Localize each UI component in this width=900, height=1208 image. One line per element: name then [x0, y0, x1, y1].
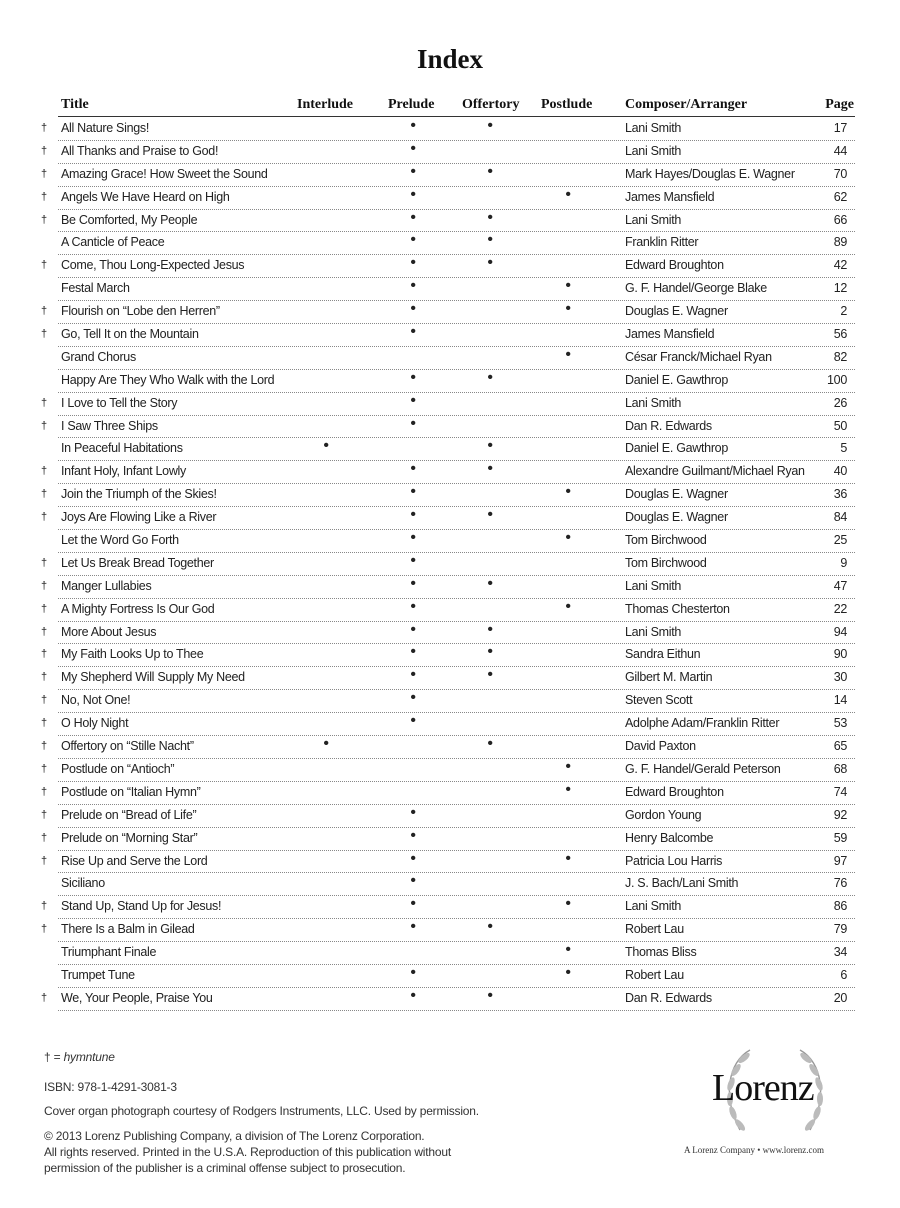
row-composer: James Mansfield	[625, 327, 715, 342]
row-composer: Edward Broughton	[625, 258, 724, 273]
table-row	[0, 370, 900, 393]
prelude-dot: •	[410, 117, 416, 134]
hymntune-dagger-icon: †	[41, 122, 47, 134]
page-title: Index	[416, 44, 484, 74]
index-table	[0, 118, 900, 1011]
isbn: ISBN: 978-1-4291-3081-3	[44, 1080, 177, 1094]
table-row	[0, 232, 900, 255]
prelude-dot: •	[410, 574, 416, 592]
row-composer: Lani Smith	[625, 121, 682, 135]
row-composer: Lani Smith	[625, 899, 682, 914]
hymntune-dagger-icon: †	[41, 671, 47, 684]
table-row	[0, 187, 900, 210]
offertory-dot: •	[487, 208, 493, 226]
prelude-dot: •	[410, 368, 416, 386]
interlude-dot: •	[323, 437, 329, 455]
row-page: 68	[833, 761, 847, 776]
table-row	[0, 461, 900, 484]
row-title: Join the Triumph of the Skies!	[61, 487, 217, 502]
photo-credit: Cover organ photograph courtesy of Rodgers Instruments, LLC. Used by permission.	[44, 1104, 479, 1118]
legend-symbol: † =	[44, 1050, 61, 1064]
row-composer: Daniel E. Gawthrop	[625, 372, 728, 387]
row-page: 9	[840, 555, 847, 570]
row-composer: Lani Smith	[625, 212, 682, 227]
table-row	[0, 438, 900, 461]
legend-note	[44, 1050, 115, 1064]
prelude-dot: •	[410, 231, 416, 249]
prelude-dot: •	[410, 872, 416, 890]
row-composer: Franklin Ritter	[625, 235, 699, 250]
row-composer: Dan R. Edwards	[625, 990, 712, 1005]
row-composer: J. S. Bach/Lani Smith	[625, 876, 739, 891]
row-composer: G. F. Handel/George Blake	[625, 281, 767, 296]
hymntune-dagger-icon: †	[41, 396, 47, 409]
copyright-line-3: permission of the publisher is a criminal offense subject to prosecution.	[44, 1161, 406, 1175]
row-title: Angels We Have Heard on High	[61, 189, 230, 204]
hymntune-dagger-icon: †	[41, 694, 47, 707]
row-title: We, Your People, Praise You	[61, 990, 213, 1005]
row-composer: Lani Smith	[625, 578, 682, 593]
postlude-dot: •	[565, 597, 571, 615]
row-composer: G. F. Handel/Gerald Peterson	[625, 761, 781, 776]
row-title: All Nature Sings!	[61, 121, 149, 135]
table-row	[0, 759, 900, 782]
table-row	[0, 919, 900, 942]
row-page: 76	[833, 876, 847, 891]
table-row	[0, 301, 900, 324]
row-composer: Alexandre Guilmant/Michael Ryan	[625, 464, 805, 479]
prelude-dot: •	[410, 551, 416, 569]
row-title: My Shepherd Will Supply My Need	[61, 670, 245, 685]
row-title: Let the Word Go Forth	[61, 533, 179, 548]
offertory-dot: •	[487, 620, 493, 638]
row-title: Postlude on “Italian Hymn”	[61, 784, 201, 799]
row-composer: Lani Smith	[625, 395, 682, 410]
row-page: 79	[833, 922, 847, 937]
row-title: Postlude on “Antioch”	[61, 761, 175, 776]
hymntune-dagger-icon: †	[41, 419, 47, 432]
row-title: Come, Thou Long-Expected Jesus	[61, 258, 245, 273]
offertory-dot: •	[487, 437, 493, 455]
header-composer: Composer/Arranger	[625, 97, 748, 112]
row-composer: Lani Smith	[625, 143, 682, 158]
prelude-dot: •	[410, 254, 416, 272]
row-title: In Peaceful Habitations	[61, 441, 183, 456]
row-page: 2	[840, 304, 847, 319]
hymntune-dagger-icon: †	[41, 465, 47, 478]
row-composer: Sandra Eithun	[625, 647, 701, 662]
row-page: 70	[833, 166, 847, 181]
row-title: Triumphant Finale	[61, 945, 157, 960]
row-title: Trumpet Tune	[61, 967, 135, 982]
row-composer: Robert Lau	[625, 967, 684, 982]
header-title: Title	[61, 97, 89, 112]
table-row	[0, 736, 900, 759]
table-row	[0, 599, 900, 622]
row-title: No, Not One!	[61, 693, 131, 708]
copyright	[44, 1128, 451, 1176]
table-row	[0, 828, 900, 851]
prelude-dot: •	[410, 162, 416, 180]
row-title: Joys Are Flowing Like a River	[61, 510, 217, 525]
hymntune-dagger-icon: †	[41, 488, 47, 501]
row-title: Festal March	[61, 281, 130, 296]
row-page: 62	[833, 189, 847, 204]
copyright-line-1: © 2013 Lorenz Publishing Company, a division of The Lorenz Corporation.	[44, 1129, 425, 1143]
row-composer: Gilbert M. Martin	[625, 670, 713, 685]
header-interlude: Interlude	[297, 97, 353, 112]
hymntune-dagger-icon: †	[41, 648, 47, 661]
hymntune-dagger-icon: †	[41, 511, 47, 524]
row-title: All Thanks and Praise to God!	[61, 143, 219, 158]
table-row	[0, 164, 900, 187]
row-page: 12	[833, 281, 847, 296]
postlude-dot: •	[565, 780, 571, 798]
hymntune-dagger-icon: †	[41, 625, 47, 638]
row-composer: César Franck/Michael Ryan	[625, 349, 772, 364]
prelude-dot: •	[410, 414, 416, 432]
row-page: 26	[833, 395, 847, 410]
prelude-dot: •	[410, 323, 416, 341]
row-page: 6	[840, 967, 847, 982]
row-page: 17	[833, 121, 847, 135]
prelude-dot: •	[410, 597, 416, 615]
row-title: Infant Holy, Infant Lowly	[61, 464, 186, 479]
header-page: Page	[825, 97, 854, 112]
hymntune-dagger-icon: †	[41, 900, 47, 913]
row-page: 86	[833, 899, 847, 914]
offertory-dot: •	[487, 643, 493, 661]
table-row	[0, 851, 900, 874]
row-page: 74	[833, 784, 847, 799]
offertory-dot: •	[487, 986, 493, 1004]
table-row	[0, 805, 900, 828]
postlude-dot: •	[565, 277, 571, 295]
prelude-dot: •	[410, 277, 416, 295]
row-title: Prelude on “Morning Star”	[61, 830, 198, 845]
row-composer: Douglas E. Wagner	[625, 304, 728, 319]
postlude-dot: •	[565, 895, 571, 913]
row-composer: Daniel E. Gawthrop	[625, 441, 728, 456]
hymntune-dagger-icon: †	[41, 740, 47, 753]
copyright-line-2: All rights reserved. Printed in the U.S.A. Reproduction of this publication without	[44, 1145, 451, 1159]
row-title: I Saw Three Ships	[61, 418, 158, 433]
row-composer: Patricia Lou Harris	[625, 853, 723, 868]
logo-tagline: A Lorenz Company • www.lorenz.com	[684, 1145, 825, 1155]
row-composer: Douglas E. Wagner	[625, 487, 728, 502]
postlude-dot: •	[565, 963, 571, 981]
prelude-dot: •	[410, 185, 416, 203]
row-title: Stand Up, Stand Up for Jesus!	[61, 899, 222, 914]
header-prelude: Prelude	[388, 97, 435, 112]
table-row	[0, 896, 900, 919]
postlude-dot: •	[565, 185, 571, 203]
row-page: 92	[833, 807, 847, 822]
row-page: 100	[827, 372, 847, 387]
table-row	[0, 644, 900, 667]
postlude-dot: •	[565, 345, 571, 363]
row-composer: Henry Balcombe	[625, 830, 714, 845]
table-row	[0, 782, 900, 805]
row-composer: Mark Hayes/Douglas E. Wagner	[625, 166, 795, 181]
legend-text: hymntune	[63, 1050, 115, 1064]
row-composer: Steven Scott	[625, 693, 693, 708]
table-row	[0, 873, 900, 896]
row-page: 34	[833, 945, 847, 960]
hymntune-dagger-icon: †	[41, 762, 47, 775]
row-composer: Thomas Chesterton	[625, 601, 730, 616]
table-row	[0, 416, 900, 439]
hymntune-dagger-icon: †	[41, 923, 47, 936]
row-page: 94	[833, 624, 847, 639]
hymntune-dagger-icon: †	[41, 259, 47, 272]
prelude-dot: •	[410, 620, 416, 638]
offertory-dot: •	[487, 162, 493, 180]
table-row	[0, 530, 900, 553]
table-row	[0, 324, 900, 347]
hymntune-dagger-icon: †	[41, 556, 47, 569]
prelude-dot: •	[410, 460, 416, 478]
table-row	[0, 141, 900, 164]
table-row	[0, 622, 900, 645]
row-composer: Edward Broughton	[625, 784, 724, 799]
row-title: O Holy Night	[61, 716, 129, 731]
hymntune-dagger-icon: †	[41, 328, 47, 341]
table-row	[0, 713, 900, 736]
row-title: Rise Up and Serve the Lord	[61, 853, 208, 868]
table-row	[0, 484, 900, 507]
row-title: Let Us Break Bread Together	[61, 555, 214, 570]
prelude-dot: •	[410, 208, 416, 226]
row-title: A Canticle of Peace	[61, 235, 165, 250]
row-composer: James Mansfield	[625, 189, 715, 204]
prelude-dot: •	[410, 826, 416, 844]
offertory-dot: •	[487, 460, 493, 478]
row-title: Manger Lullabies	[61, 578, 152, 593]
postlude-dot: •	[565, 941, 571, 959]
row-page: 20	[833, 990, 847, 1005]
hymntune-dagger-icon: †	[41, 854, 47, 867]
row-composer: Robert Lau	[625, 922, 684, 937]
row-page: 22	[833, 601, 847, 616]
row-page: 56	[833, 327, 847, 342]
table-row	[0, 278, 900, 301]
hymntune-dagger-icon: †	[41, 305, 47, 318]
hymntune-dagger-icon: †	[41, 602, 47, 615]
row-title: There Is a Balm in Gilead	[61, 922, 195, 937]
prelude-dot: •	[410, 666, 416, 684]
row-composer: Dan R. Edwards	[625, 418, 712, 433]
row-page: 53	[833, 716, 847, 731]
offertory-dot: •	[487, 574, 493, 592]
hymntune-dagger-icon: †	[41, 831, 47, 844]
offertory-dot: •	[487, 231, 493, 249]
postlude-dot: •	[565, 849, 571, 867]
prelude-dot: •	[410, 529, 416, 547]
table-row	[0, 210, 900, 233]
table-row	[0, 965, 900, 988]
row-title: A Mighty Fortress Is Our God	[61, 601, 215, 616]
prelude-dot: •	[410, 803, 416, 821]
prelude-dot: •	[410, 986, 416, 1004]
prelude-dot: •	[410, 483, 416, 501]
row-composer: Thomas Bliss	[625, 945, 697, 960]
prelude-dot: •	[410, 391, 416, 409]
table-row	[0, 988, 900, 1011]
row-page: 14	[833, 693, 847, 708]
row-page: 42	[833, 258, 847, 273]
row-composer: Lani Smith	[625, 624, 682, 639]
row-composer: Gordon Young	[625, 807, 702, 822]
prelude-dot: •	[410, 918, 416, 936]
row-title: Flourish on “Lobe den Herren”	[61, 304, 220, 319]
offertory-dot: •	[487, 368, 493, 386]
row-title: Siciliano	[61, 876, 105, 891]
postlude-dot: •	[565, 757, 571, 775]
row-title: Offertory on “Stille Nacht”	[61, 739, 194, 754]
row-title: More About Jesus	[61, 624, 157, 639]
offertory-dot: •	[487, 506, 493, 524]
table-row	[0, 393, 900, 416]
table-row	[0, 942, 900, 965]
offertory-dot: •	[487, 117, 493, 134]
prelude-dot: •	[410, 506, 416, 524]
row-page: 50	[833, 418, 847, 433]
row-page: 40	[833, 464, 847, 479]
offertory-dot: •	[487, 918, 493, 936]
hymntune-dagger-icon: †	[41, 579, 47, 592]
header-postlude: Postlude	[541, 97, 593, 112]
row-composer: Douglas E. Wagner	[625, 510, 728, 525]
postlude-dot: •	[565, 529, 571, 547]
hymntune-dagger-icon: †	[41, 785, 47, 798]
header-offertory: Offertory	[462, 97, 520, 112]
row-page: 65	[833, 739, 847, 754]
prelude-dot: •	[410, 712, 416, 730]
hymntune-dagger-icon: †	[41, 808, 47, 821]
row-page: 47	[833, 578, 847, 593]
row-title: Go, Tell It on the Mountain	[61, 327, 199, 342]
offertory-dot: •	[487, 735, 493, 753]
table-row	[0, 690, 900, 713]
row-page: 25	[833, 533, 847, 548]
row-page: 84	[833, 510, 847, 525]
row-page: 97	[833, 853, 847, 868]
row-title: Amazing Grace! How Sweet the Sound	[61, 166, 268, 181]
row-composer: David Paxton	[625, 739, 696, 754]
offertory-dot: •	[487, 666, 493, 684]
row-title: Prelude on “Bread of Life”	[61, 807, 197, 822]
prelude-dot: •	[410, 689, 416, 707]
postlude-dot: •	[565, 483, 571, 501]
row-page: 82	[833, 349, 847, 364]
row-page: 5	[840, 441, 847, 456]
prelude-dot: •	[410, 895, 416, 913]
prelude-dot: •	[410, 849, 416, 867]
row-page: 89	[833, 235, 847, 250]
lorenz-logo: Lorenz	[712, 1067, 814, 1109]
offertory-dot: •	[487, 254, 493, 272]
table-row	[0, 576, 900, 599]
table-row	[0, 667, 900, 690]
table-row	[0, 347, 900, 370]
hymntune-dagger-icon: †	[41, 190, 47, 203]
row-page: 36	[833, 487, 847, 502]
hymntune-dagger-icon: †	[41, 717, 47, 730]
row-title: I Love to Tell the Story	[61, 395, 178, 410]
table-row	[0, 507, 900, 530]
hymntune-dagger-icon: †	[41, 991, 47, 1004]
row-page: 66	[833, 212, 847, 227]
row-title: Be Comforted, My People	[61, 212, 198, 227]
prelude-dot: •	[410, 963, 416, 981]
row-page: 59	[833, 830, 847, 845]
row-page: 44	[833, 143, 847, 158]
row-page: 30	[833, 670, 847, 685]
table-row	[0, 553, 900, 576]
interlude-dot: •	[323, 735, 329, 753]
row-divider	[58, 1010, 855, 1011]
row-title: Happy Are They Who Walk with the Lord	[61, 372, 275, 387]
row-title: My Faith Looks Up to Thee	[61, 647, 204, 662]
row-composer: Tom Birchwood	[625, 533, 707, 548]
prelude-dot: •	[410, 139, 416, 157]
table-row	[0, 255, 900, 278]
hymntune-dagger-icon: †	[41, 167, 47, 180]
hymntune-dagger-icon: †	[41, 213, 47, 226]
row-page: 90	[833, 647, 847, 662]
table-row	[0, 118, 900, 141]
header-rule	[58, 116, 855, 117]
row-title: Grand Chorus	[61, 349, 136, 364]
prelude-dot: •	[410, 643, 416, 661]
row-composer: Adolphe Adam/Franklin Ritter	[625, 716, 780, 731]
row-composer: Tom Birchwood	[625, 555, 707, 570]
hymntune-dagger-icon: †	[41, 144, 47, 157]
prelude-dot: •	[410, 300, 416, 318]
postlude-dot: •	[565, 300, 571, 318]
